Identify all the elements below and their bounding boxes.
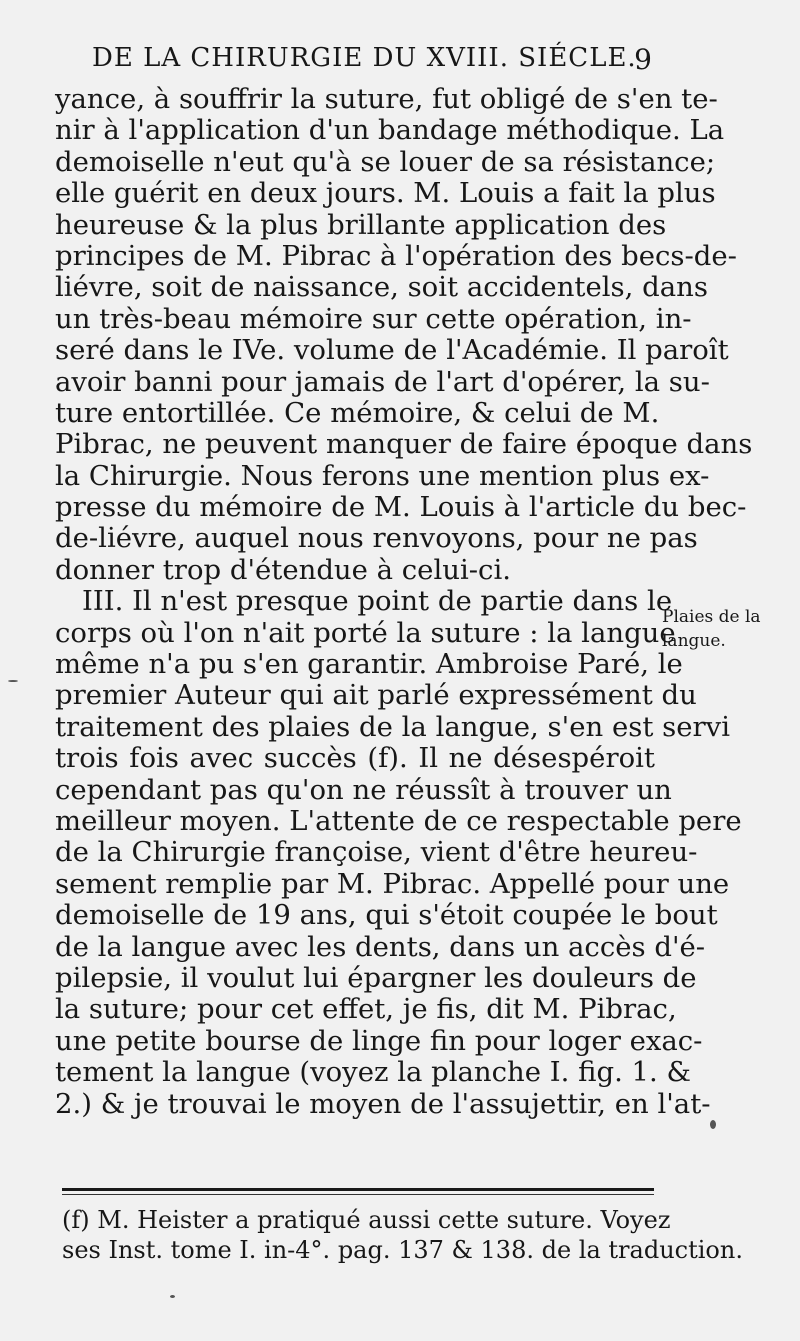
text-line: 2.) & je trouvai le moyen de l'assujettir, en l'at- (55, 1087, 711, 1120)
paper-speck (8, 680, 18, 682)
page-number: 9 (634, 43, 652, 76)
text-line: liévre, soit de naissance, soit accidentels, dans (55, 271, 708, 304)
marginal-note-line: Plaies de la (662, 607, 761, 627)
text-line: de la Chirurgie françoise, vient d'être heureu- (55, 836, 698, 869)
paper-speck (710, 1120, 716, 1129)
text-line: meilleur moyen. L'attente de ce respectable pere (55, 804, 742, 837)
text-line: traitement des plaies de la langue, s'en est servi (55, 710, 730, 743)
text-line: elle guérit en deux jours. M. Louis a fait la plus (55, 177, 716, 210)
text-line: demoiselle de 19 ans, qui s'étoit coupée le bout (55, 899, 718, 932)
text-line: un très-beau mémoire sur cette opération, in- (55, 302, 692, 335)
text-line: tement la langue (voyez la planche I. fig. 1. & (55, 1056, 692, 1089)
text-line: avoir banni pour jamais de l'art d'opérer, la su- (55, 365, 710, 398)
text-line: corps où l'on n'ait porté la suture : la langue (55, 616, 676, 649)
text-line: la Chirurgie. Nous ferons une mention plus ex- (55, 459, 710, 492)
marginal-note (662, 605, 797, 653)
text-line: premier Auteur qui ait parlé expressément du (55, 679, 697, 712)
text-line: de la langue avec les dents, dans un accès d'é- (55, 930, 706, 963)
text-line: pilepsie, il voulut lui épargner les douleurs de (55, 961, 697, 994)
text-line: presse du mémoire de M. Louis à l'article du bec- (55, 491, 747, 524)
paper-speck (170, 1295, 175, 1298)
page-header (92, 43, 652, 83)
text-line: demoiselle n'eut qu'à se louer de sa résistance; (55, 145, 716, 178)
text-line: de-liévre, auquel nous renvoyons, pour ne pas (55, 522, 698, 555)
text-line: la suture; pour cet effet, je fis, dit M. Pibrac, (55, 993, 677, 1026)
footnote (62, 1205, 743, 1265)
text-line: une petite bourse de linge fin pour loger exac- (55, 1024, 703, 1057)
marginal-note-line: langue. (662, 631, 726, 651)
footnote-rule (62, 1188, 654, 1191)
text-line: heureuse & la plus brillante application des (55, 208, 667, 241)
text-line: seré dans le IVe. volume de l'Académie. Il paroît (55, 334, 729, 367)
text-line: cependant pas qu'on ne réussît à trouver un (55, 773, 672, 806)
text-line: Pibrac, ne peuvent manquer de faire époque dans (55, 428, 753, 461)
text-line: nir à l'application d'un bandage méthodique. La (55, 114, 725, 147)
text-line: donner trop d'étendue à celui-ci. (55, 553, 511, 586)
footnote-rule-thin (62, 1194, 654, 1195)
footnote-line: ses Inst. tome I. in-4°. pag. 137 & 138. de la traduction. (62, 1236, 743, 1264)
paragraph-start-line: III. Il n'est presque point de partie dans le (82, 585, 673, 618)
body-text (55, 83, 753, 1120)
running-title: DE LA CHIRURGIE DU XVIII. SIÉCLE. (92, 43, 637, 73)
text-line: même n'a pu s'en garantir. Ambroise Paré, le (55, 648, 683, 681)
text-line: yance, à souffrir la suture, fut obligé de s'en te- (55, 83, 718, 115)
text-line: sement remplie par M. Pibrac. Appellé pour une (55, 867, 730, 900)
text-line: trois fois avec succès (f). Il ne désespéroit (55, 742, 655, 775)
text-line: principes de M. Pibrac à l'opération des becs-de- (55, 239, 737, 272)
text-line: ture entortillée. Ce mémoire, & celui de M. (55, 396, 660, 429)
footnote-line: (f) M. Heister a pratiqué aussi cette suture. Voyez (62, 1206, 671, 1234)
